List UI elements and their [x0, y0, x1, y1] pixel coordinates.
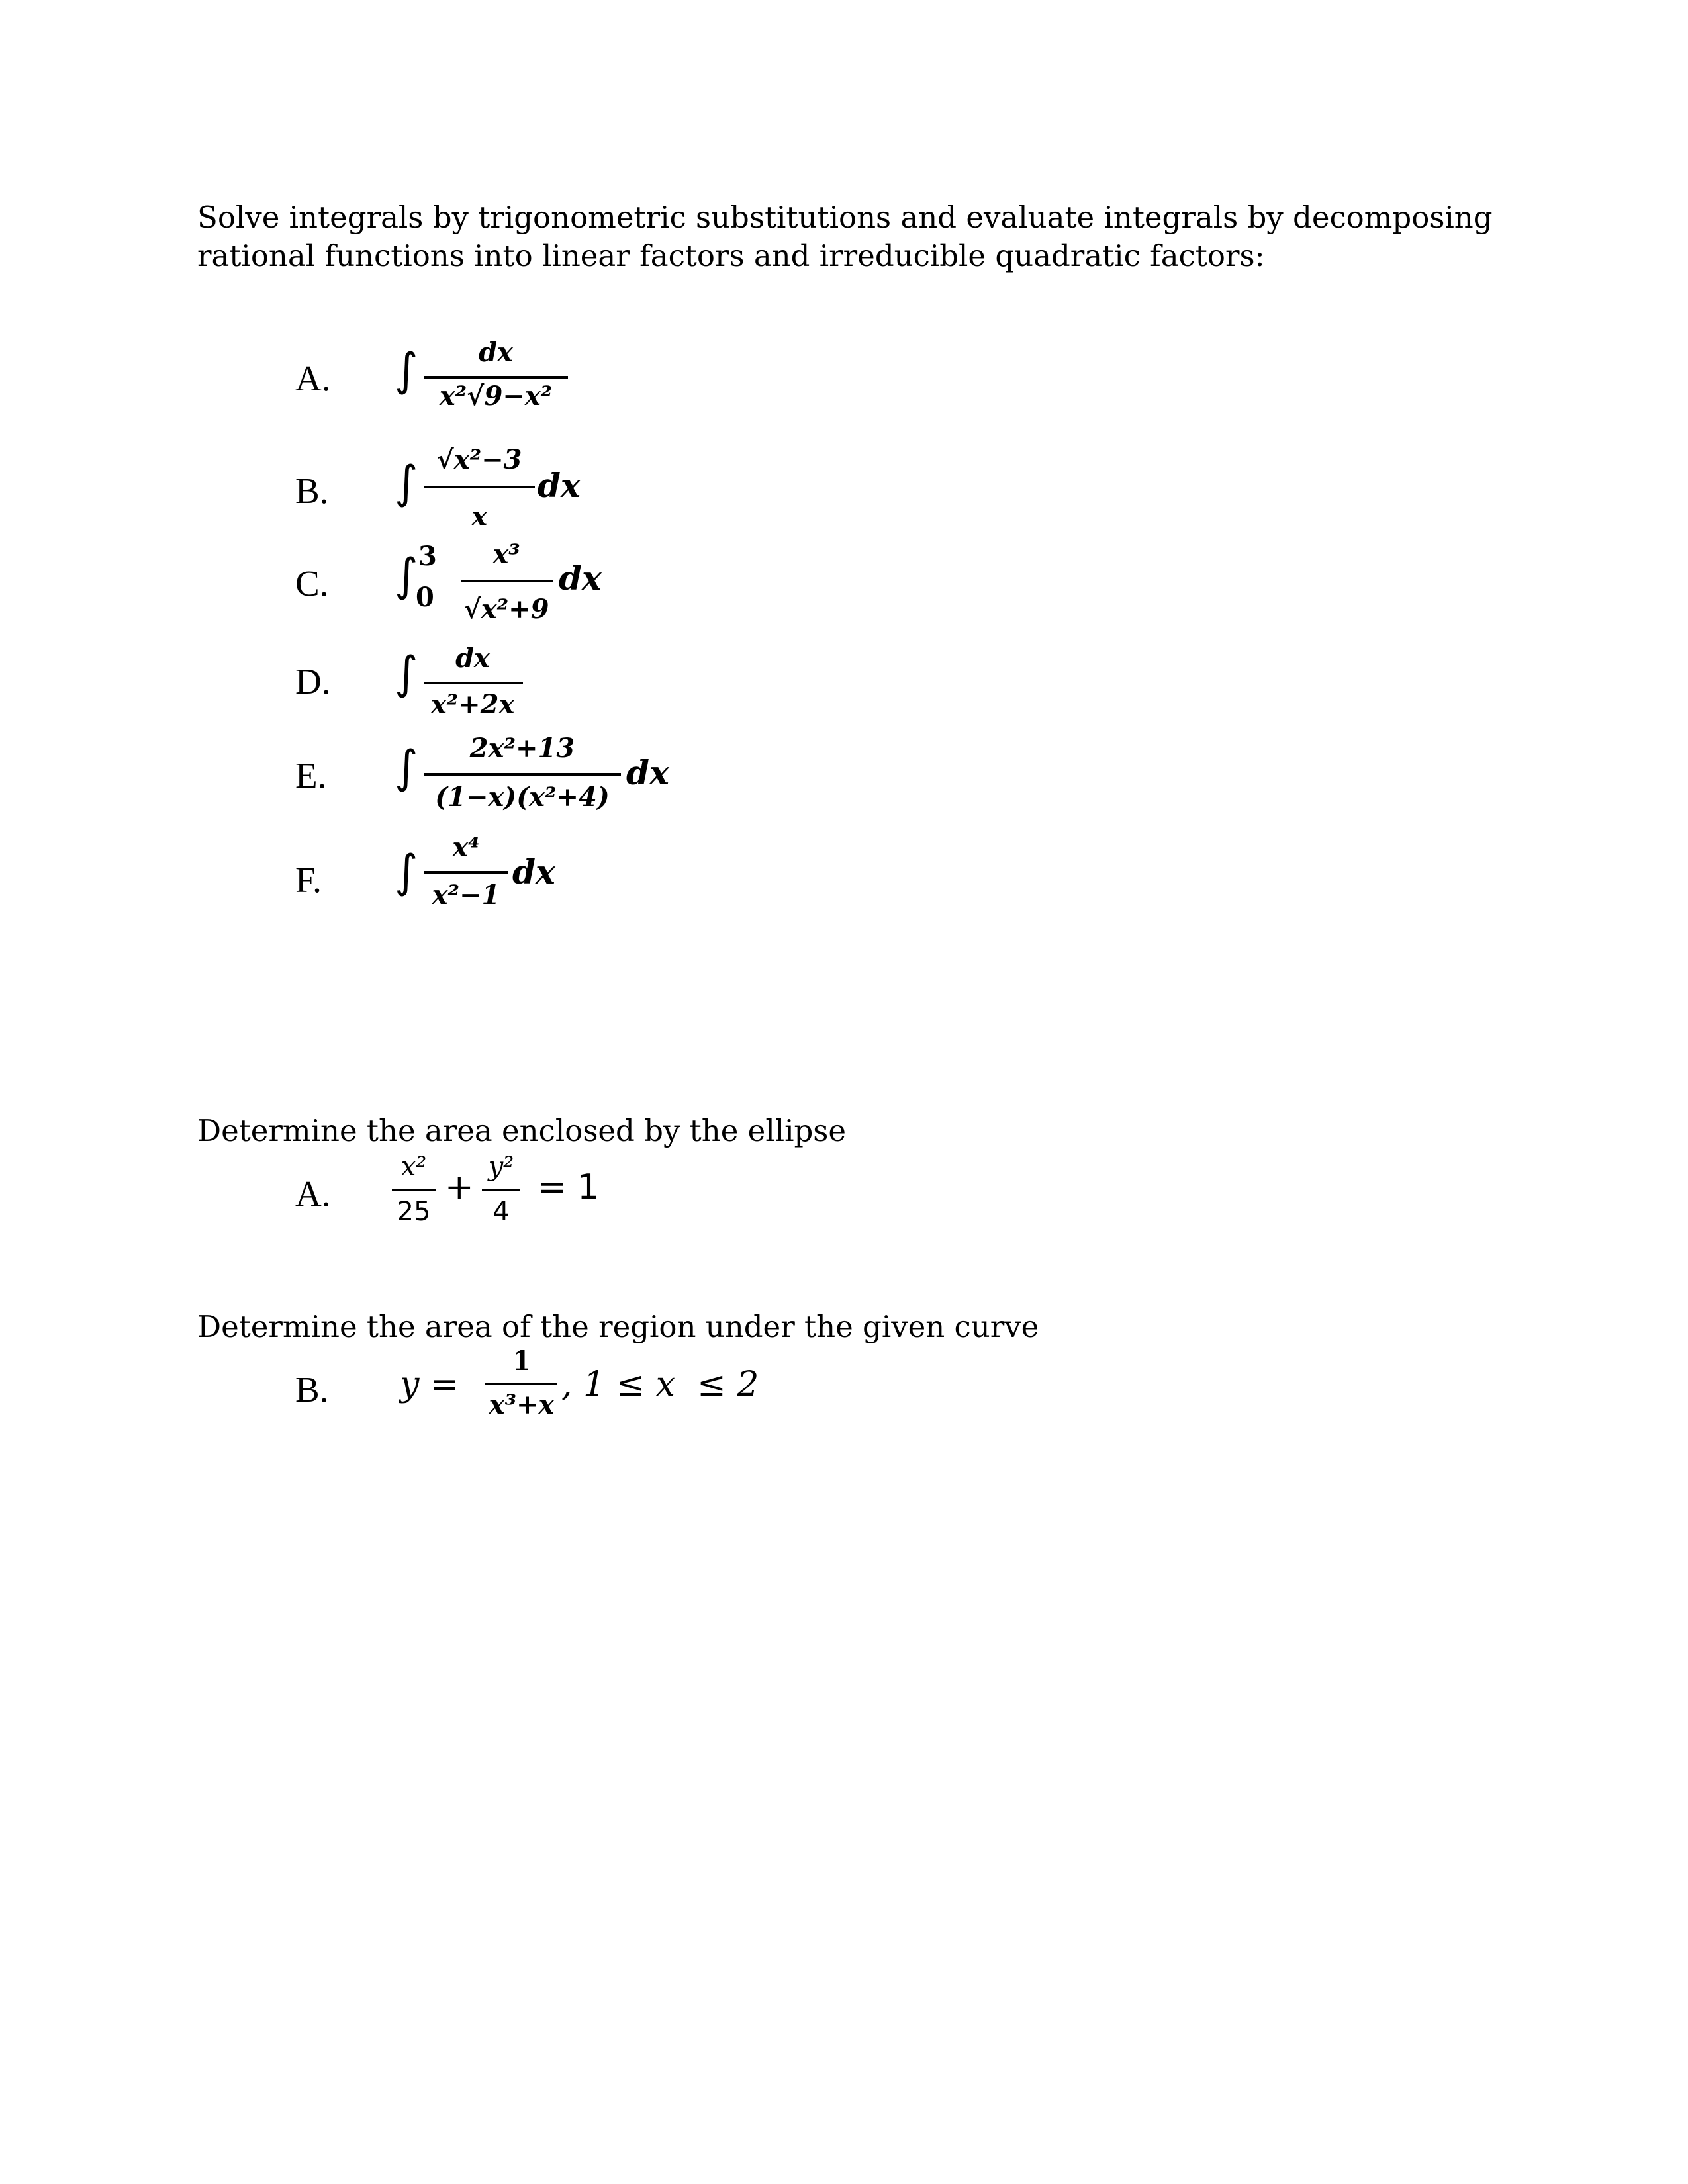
- integral-sign: ∫: [395, 457, 418, 509]
- problem-b-label: B.: [295, 471, 329, 511]
- ellipse-x-numerator: x²: [400, 1152, 427, 1182]
- integral-sign: ∫: [395, 344, 418, 396]
- fraction-bar: [424, 376, 568, 379]
- problem-f-label: F.: [295, 860, 322, 900]
- problem-c-lower-limit: 0: [416, 582, 434, 613]
- curve-denominator: x³+x: [489, 1389, 555, 1420]
- problem-a-denominator: x²√9−x²: [439, 381, 553, 412]
- ellipse-y-denominator: 4: [492, 1197, 510, 1227]
- problem-d-denominator: x²+2x: [430, 689, 515, 720]
- problem-a-numerator: dx: [479, 337, 513, 368]
- problem-a-label: A.: [295, 358, 331, 398]
- problem-d-numerator: dx: [455, 643, 490, 674]
- fraction-bar: [424, 486, 535, 488]
- ellipse-x-denominator: 25: [397, 1197, 431, 1227]
- fraction-bar: [461, 580, 553, 582]
- problem-c-denominator: √x²+9: [463, 594, 549, 625]
- ellipse-y-numerator: y²: [488, 1152, 514, 1182]
- problem-b-numerator: √x²−3: [436, 444, 522, 475]
- integral-sign: ∫: [395, 549, 418, 602]
- problem-c-upper-limit: 3: [418, 541, 437, 572]
- fraction-bar: [424, 871, 508, 874]
- ellipse-label: A.: [295, 1173, 331, 1214]
- fraction-bar: [485, 1383, 557, 1385]
- fraction-bar: [424, 773, 621, 776]
- curve-heading: Determine the area of the region under the given curve: [197, 1309, 1039, 1344]
- intro-line-1: Solve integrals by trigonometric substitutions and evaluate integrals by decomposing: [197, 200, 1493, 235]
- curve-range: , 1 ≤ x ≤ 2: [561, 1365, 759, 1404]
- intro-line-2: rational functions into linear factors and irreducible quadratic factors:: [197, 238, 1265, 273]
- ellipse-plus: +: [445, 1167, 474, 1207]
- problem-c-numerator: x³: [492, 539, 520, 570]
- problem-c-label: C.: [295, 563, 329, 604]
- problem-f-numerator: x⁴: [452, 832, 480, 863]
- problem-f-denominator: x²−1: [432, 880, 500, 911]
- problem-e-label: E.: [295, 755, 327, 796]
- ellipse-rhs: = 1: [538, 1167, 600, 1207]
- integral-sign: ∫: [395, 647, 418, 700]
- integral-sign: ∫: [395, 741, 418, 794]
- integral-sign: ∫: [395, 846, 418, 898]
- problem-b-dx: dx: [538, 466, 581, 505]
- fraction-bar: [392, 1189, 436, 1191]
- fraction-bar: [482, 1189, 520, 1191]
- problem-b-denominator: x: [471, 501, 487, 532]
- problem-d-label: D.: [295, 661, 331, 702]
- ellipse-heading: Determine the area enclosed by the ellipse: [197, 1113, 847, 1148]
- curve-numerator: 1: [512, 1345, 531, 1377]
- problem-e-numerator: 2x²+13: [469, 733, 575, 764]
- problem-e-denominator: (1−x)(x²+4): [435, 782, 610, 813]
- curve-label: B.: [295, 1369, 329, 1410]
- fraction-bar: [424, 682, 523, 684]
- problem-f-dx: dx: [512, 852, 555, 891]
- curve-lhs: y =: [400, 1365, 459, 1404]
- problem-c-dx: dx: [559, 559, 602, 598]
- problem-e-dx: dx: [626, 753, 669, 792]
